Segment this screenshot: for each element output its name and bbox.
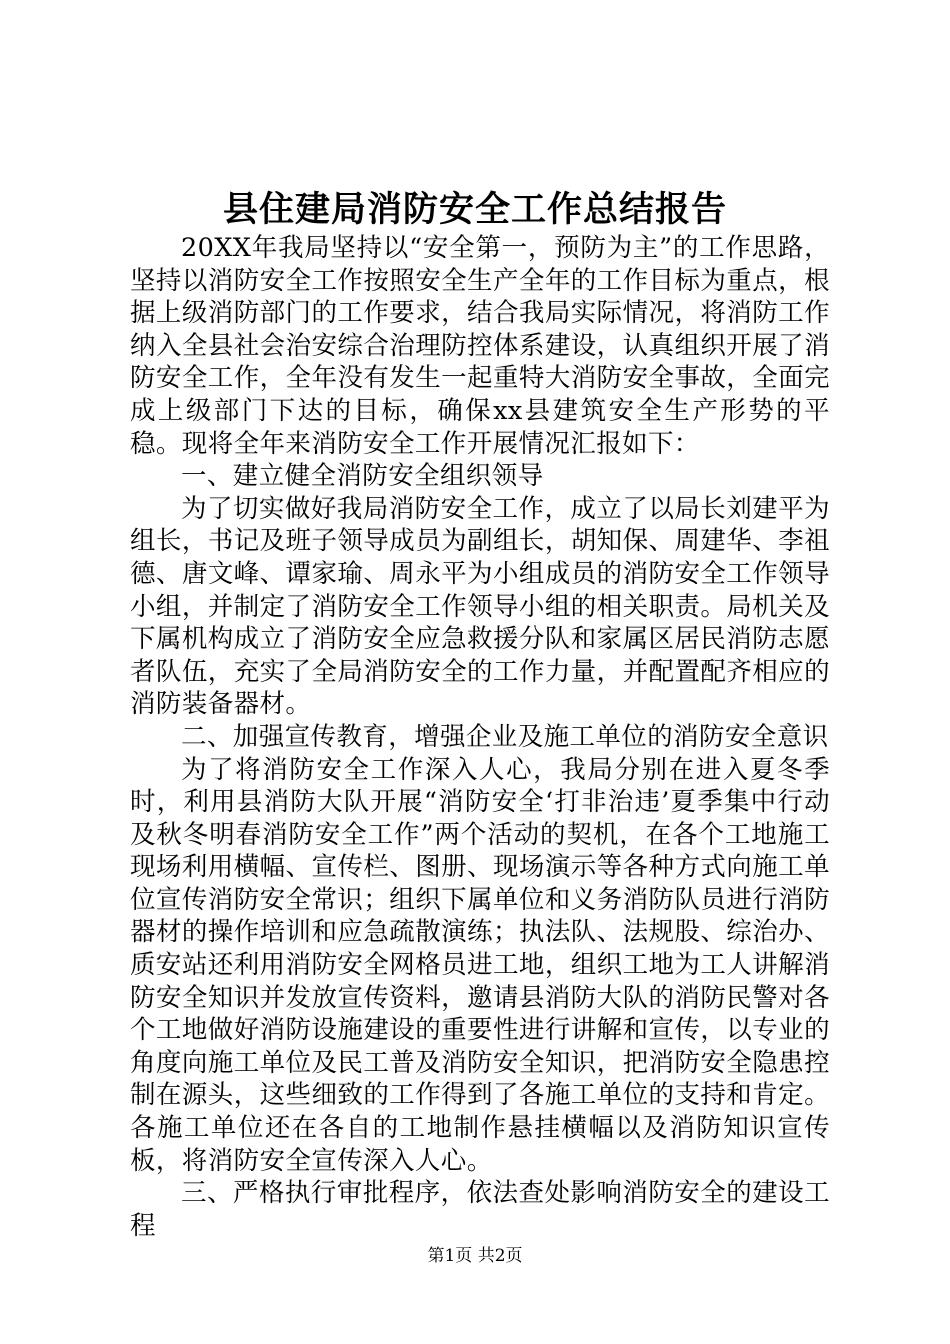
section-heading-3: 三、严格执行审批程序，依法查处影响消防安全的建设工程 bbox=[130, 1178, 830, 1241]
document-body bbox=[130, 232, 830, 1242]
document-title: 县住建局消防安全工作总结报告 bbox=[222, 190, 727, 230]
section-heading-2: 二、加强宣传教育，增强企业及施工单位的消防安全意识 bbox=[181, 721, 829, 752]
section-paragraph-1: 为了切实做好我局消防安全工作，成立了以局长刘建平为组长，书记及班子领导成员为副组长，胡知保、周建华、李祖德、唐文峰、谭家瑜、周永平为小组成员的消防安全工作领导小组，并制定了消防安全工作领导小组的相关职责。局机关及下属机构成立了消防安全应急救援分队和家属区居民消防志愿者队伍，充实了全局消防安全的工作力量，并配置配齐相应的消防装备器材。 bbox=[130, 493, 830, 720]
intro-paragraph: 20XX年我局坚持以“安全第一，预防为主”的工作思路，坚持以消防安全工作按照安全生产全年的工作目标为重点，根据上级消防部门的工作要求，结合我局实际情况，将消防工作纳入全县社会治安综合治理防控体系建设，认真组织开展了消防安全工作，全年没有发生一起重特大消防安全事故，全面完成上级部门下达的目标，确保xx县建筑安全生产形势的平稳。现将全年来消防安全工作开展情况汇报如下： bbox=[130, 233, 830, 459]
section-paragraph-2: 为了将消防安全工作深入人心，我局分别在进入夏冬季时，利用县消防大队开展“消防安全‘打非治违’夏季集中行动及秋冬明春消防安全工作”两个活动的契机，在各个工地施工现场利用横幅、宣传栏、图册、现场演示等各种方式向施工单位宣传消防安全常识；组织下属单位和义务消防队员进行消防器材的操作培训和应急疏散演练；执法队、法规股、综治办、质安站还利用消防安全网格员进工地，组织工地为工人讲解消防安全知识并发放宣传资料，邀请县消防大队的消防民警对各个工地做好消防设施建设的重要性进行讲解和宣传，以专业的角度向施工单位及民工普及消防安全知识，把消防安全隐患控制在源头，这些细致的工作得到了各施工单位的支持和肯定。各施工单位还在各自的工地制作悬挂横幅以及消防知识宣传板，将消防安全宣传深入人心。 bbox=[130, 754, 830, 1176]
section-heading-1: 一、建立健全消防安全组织领导 bbox=[181, 461, 544, 492]
page-number-footer: 第1页 共2页 bbox=[427, 1246, 523, 1266]
